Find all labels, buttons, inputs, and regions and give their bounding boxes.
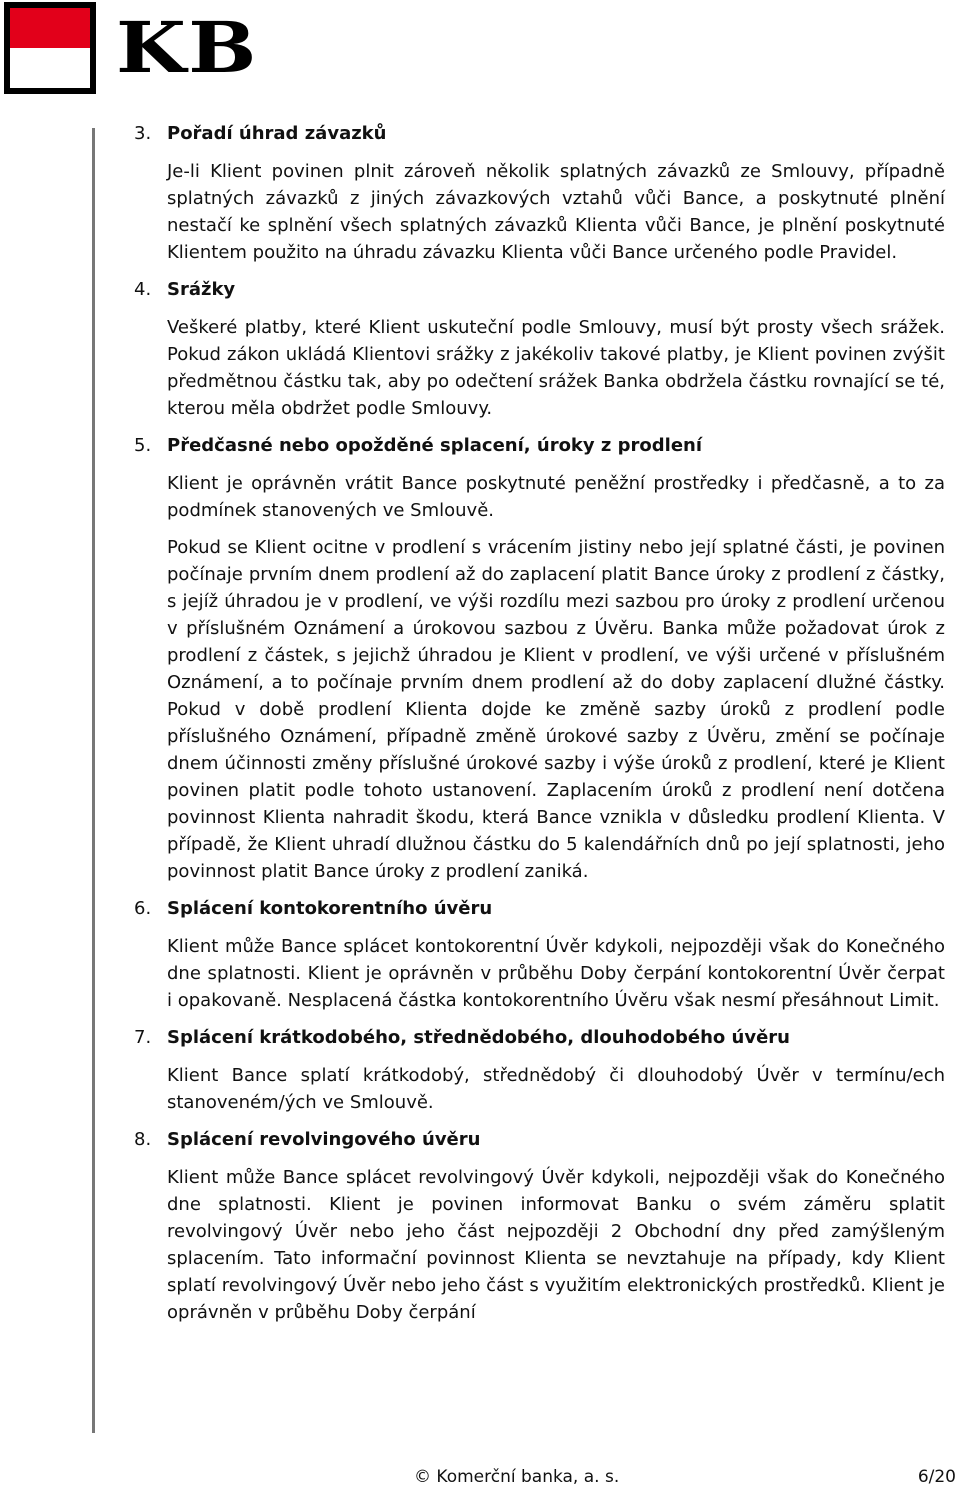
kb-logo (4, 2, 264, 94)
section-heading (134, 1024, 945, 1051)
left-margin-rule (92, 128, 95, 1433)
section-paragraph: Pokud se Klient ocitne v prodlení s vrácením jistiny nebo její splatné části, je povinen počínaje prvním dnem prodlení až do zaplacení platit Bance úroky z prodlení z částky, s jejíž úhradou je v prodlení, ve výši rozdílu mezi sazbou pro úroky z prodlení určenou v příslušném Oznámení a úrokovou sazbou z Úvěru. Banka může požadovat úrok z prodlení z částek, s jejichž úhradou je Klient v prodlení, ve výši určené v příslušném Oznámení, a to počínaje prvním dnem prodlení až do doby zaplacení dlužné částky. Pokud v době prodlení Klienta dojde ke změně sazby úroků z prodlení podle příslušného Oznámení, případně změně úrokové sazby z Úvěru, změní se počínaje dnem účinnosti změny příslušné úrokové sazby i výše úroků z prodlení, které je Klient povinen platit podle tohoto ustanovení. Zaplacením úroků z prodlení není dotčena povinnost Klienta nahradit škodu, která Bance vznikla v důsledku prodlení Klienta. V případě, že Klient uhradí dlužnou částku do 5 kalendářních dnů po její splatnosti, jeho povinnost platit Bance úroky z prodlení zaniká. (167, 537, 945, 882)
section-5 (134, 432, 945, 885)
section-3 (134, 120, 945, 266)
section-title: Splácení krátkodobého, střednědobého, dlouhodobého úvěru (167, 1027, 790, 1048)
section-number: 5. (134, 435, 152, 456)
section-heading (134, 432, 945, 459)
section-paragraph: Je-li Klient povinen plnit zároveň několik splatných závazků ze Smlouvy, případně splatných závazků z jiných závazkových vztahů vůči Bance, a poskytnuté plnění nestačí ke splnění všech splatných závazků Klienta vůči Bance, je plnění poskytnuté Klientem použito na úhradu závazku Klienta vůči Bance určeného podle Pravidel. (167, 161, 945, 263)
section-paragraph: Klient může Bance splácet revolvingový Úvěr kdykoli, nejpozději však do Konečného dne splatnosti. Klient je povinen informovat Banku o svém záměru splatit revolvingový Úvěr nebo jeho část nejpozději 2 Obchodní dny před zamýšleným splacením. Tato informační povinnost Klienta se nevztahuje na případy, kdy Klient splatí revolvingový Úvěr nebo jeho část s využitím elektronických prostředků. Klient je oprávněn v průběhu Doby čerpání (167, 1167, 945, 1323)
section-paragraph: Klient je oprávněn vrátit Bance poskytnuté peněžní prostředky i předčasně, a to za podmínek stanovených ve Smlouvě. (167, 473, 945, 521)
kb-logo-text: KB (116, 6, 259, 89)
section-6 (134, 895, 945, 1014)
section-number: 8. (134, 1129, 152, 1150)
page-number: 6/20 (917, 1467, 956, 1487)
section-title: Pořadí úhrad závazků (167, 123, 387, 144)
section-number: 7. (134, 1027, 152, 1048)
section-paragraph: Veškeré platby, které Klient uskuteční podle Smlouvy, musí být prosty všech srážek. Pokud zákon ukládá Klientovi srážky z jakékoliv takové platby, je Klient povinen zvýšit předmětnou částku tak, aby po odečtení srážek Banka obdržela částku rovnající se té, kterou měla obdržet podle Smlouvy. (167, 317, 945, 419)
section-number: 6. (134, 898, 152, 919)
section-title: Předčasné nebo opožděné splacení, úroky z prodlení (167, 435, 703, 456)
section-4 (134, 276, 945, 422)
section-paragraph: Klient může Bance splácet kontokorentní Úvěr kdykoli, nejpozději však do Konečného dne splatnosti. Klient je oprávněn v průběhu Doby čerpání kontokorentní Úvěr čerpat i opakovaně. Nesplacená částka kontokorentního Úvěru však nesmí přesáhnout Limit. (167, 936, 945, 1011)
section-8 (134, 1126, 945, 1326)
section-title: Srážky (167, 279, 236, 300)
section-heading (134, 120, 945, 147)
section-title: Splácení kontokorentního úvěru (167, 898, 493, 919)
document-body (134, 120, 945, 1336)
footer-copyright: © Komerční banka, a. s. (414, 1467, 620, 1487)
section-heading (134, 895, 945, 922)
kb-logo-red-block (10, 8, 90, 48)
page-footer (0, 1466, 960, 1490)
section-heading (134, 276, 945, 303)
section-heading (134, 1126, 945, 1153)
section-title: Splácení revolvingového úvěru (167, 1129, 481, 1150)
kb-logo-white-block (10, 48, 90, 88)
section-number: 4. (134, 279, 152, 300)
section-paragraph: Klient Bance splatí krátkodobý, střednědobý či dlouhodobý Úvěr v termínu/ech stanoveném/ých ve Smlouvě. (167, 1065, 945, 1113)
section-number: 3. (134, 123, 152, 144)
section-7 (134, 1024, 945, 1116)
